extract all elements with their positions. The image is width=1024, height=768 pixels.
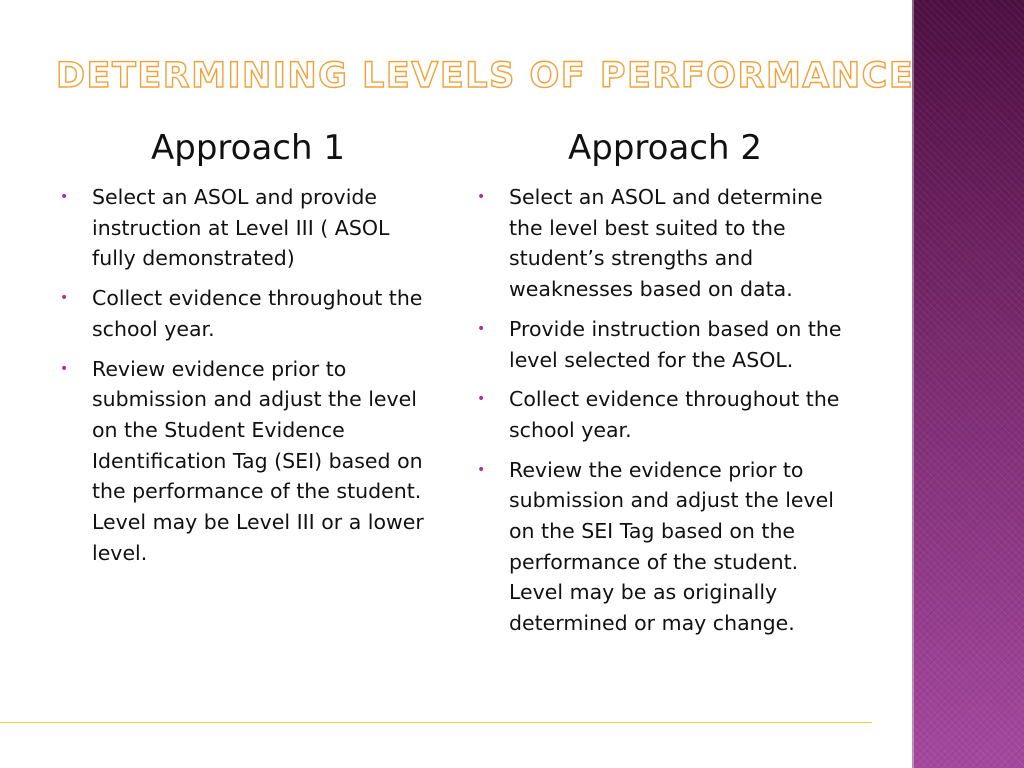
- list-item: [475, 384, 855, 445]
- approach-2-bullet-list: [475, 182, 855, 648]
- list-item: [58, 283, 428, 344]
- list-item: [58, 182, 428, 274]
- bullet-icon: •: [477, 391, 486, 408]
- bullet-icon: •: [60, 290, 69, 307]
- list-item: [475, 182, 855, 305]
- bullet-text: Select an ASOL and determine the level best suited to the student’s strengths and weaknesses based on data.: [509, 185, 823, 302]
- bullet-icon: •: [477, 461, 486, 478]
- list-item: [475, 314, 855, 375]
- bullet-icon: •: [477, 189, 486, 205]
- bullet-icon: •: [60, 189, 69, 205]
- slide-title: DETERMINING LEVELS OF PERFORMANCE: [56, 56, 915, 96]
- approach-1-bullet-list: [58, 182, 428, 577]
- bullet-text: Provide instruction based on the level selected for the ASOL.: [509, 316, 842, 372]
- bullet-text: Review evidence prior to submission and adjust the level on the Student Evidence Identification Tag (SEI) based on the performance of the student. Level may be Level III or a lower level.: [92, 356, 424, 565]
- bullet-icon: •: [477, 320, 486, 337]
- bullet-text: Collect evidence throughout the school year.: [92, 286, 423, 341]
- list-item: [475, 455, 855, 639]
- bottom-divider: [0, 722, 872, 723]
- bullet-text: Collect evidence throughout the school year.: [509, 387, 840, 442]
- approach-2-heading: Approach 2: [568, 128, 762, 168]
- bullet-text: Review the evidence prior to submission and adjust the level on the SEI Tag based on the performance of the student. Level may be as originally determined or may change.: [509, 457, 834, 636]
- bullet-text: Select an ASOL and provide instruction at Level III ( ASOL fully demonstrated): [92, 185, 390, 271]
- list-item: [58, 354, 428, 569]
- bullet-icon: •: [60, 360, 69, 377]
- approach-1-heading: Approach 1: [151, 128, 345, 168]
- decorative-side-panel: [912, 0, 1024, 768]
